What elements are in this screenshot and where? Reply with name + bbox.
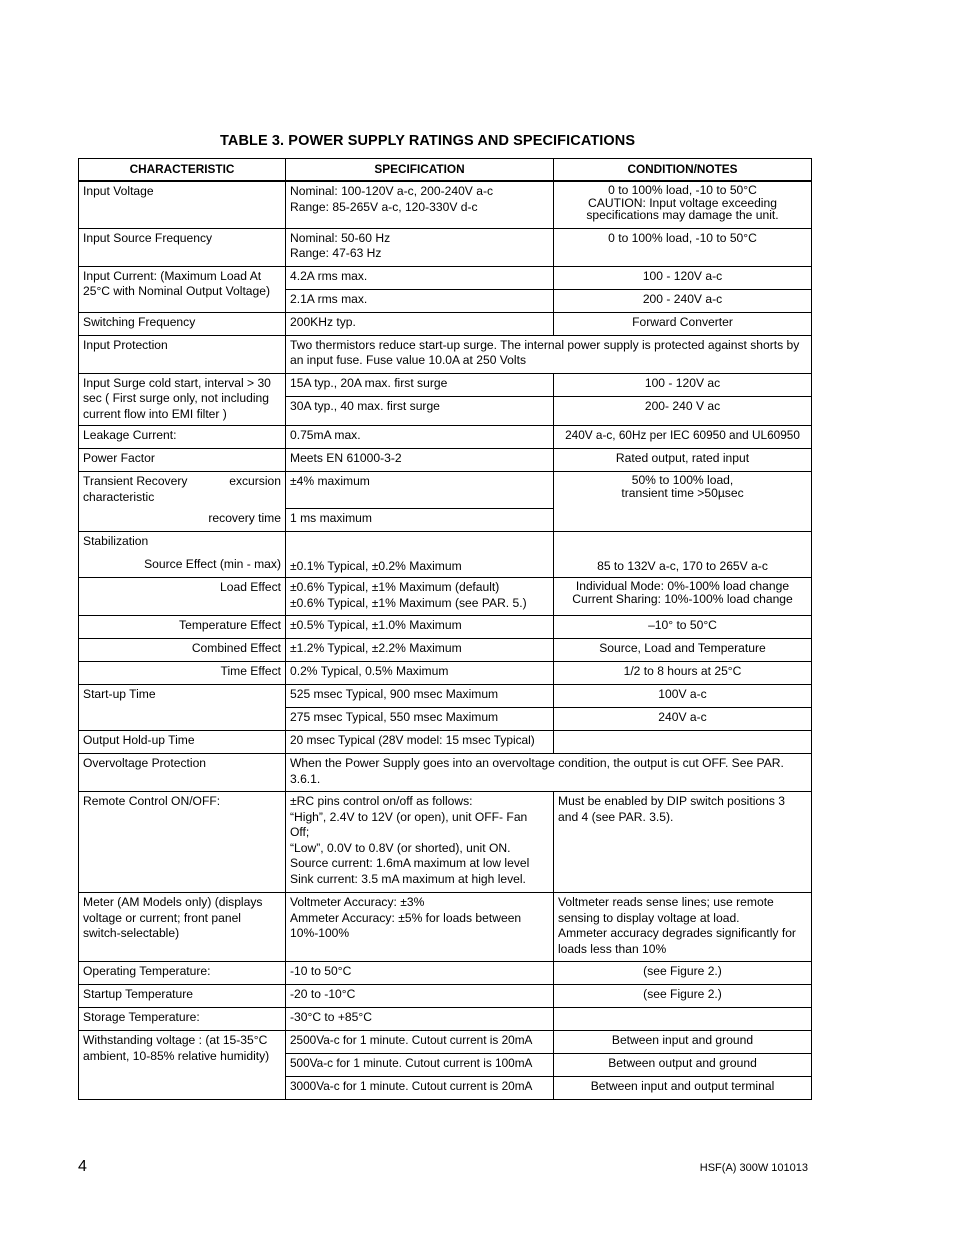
table-row [79, 754, 812, 792]
cell-specification: 3000Va-c for 1 minute. Cutout current is 20mA [286, 1077, 554, 1100]
cell-condition: 200- 240 V ac [554, 396, 812, 425]
table-row [79, 985, 812, 1008]
table-row [79, 792, 812, 893]
table-row [79, 228, 812, 266]
cell-specification: 0.2% Typical, 0.5% Maximum [286, 662, 554, 685]
stabilization-item-label: Temperature Effect [79, 616, 286, 639]
table-row [79, 449, 812, 472]
cell-characteristic: Start-up Time [79, 685, 286, 731]
stabilization-item-label: Combined Effect [79, 639, 286, 662]
cell-characteristic: Withstanding voltage : (at 15-35°C ambient, 10-85% relative humidity) [79, 1031, 286, 1100]
cell-condition: Voltmeter reads sense lines; use remote sensing to display voltage at load. Ammeter accuracy degrades significantly for loads less than 10% [554, 893, 812, 962]
table-row [79, 893, 812, 962]
table-row [79, 312, 812, 335]
cell-condition: 100V a-c [554, 685, 812, 708]
cell-characteristic [79, 472, 286, 532]
cell-specification: Nominal: 50-60 Hz Range: 47-63 Hz [286, 228, 554, 266]
cell-specification: 2.1A rms max. [286, 289, 554, 312]
cell-characteristic: Leakage Current: [79, 426, 286, 449]
table-row [79, 662, 812, 685]
cell-condition: 240V a-c, 60Hz per IEC 60950 and UL60950 [554, 426, 812, 449]
stabilization-item-label: Load Effect [79, 578, 286, 616]
cell-condition: 100 - 120V ac [554, 373, 812, 396]
stabilization-title: Stabilization [83, 534, 149, 548]
cell-specification: ±4% maximum [286, 472, 554, 509]
page-number: 4 [78, 1158, 87, 1175]
transient-label-line [83, 474, 281, 490]
table-row [79, 335, 812, 373]
cell-specification: ±1.2% Typical, ±2.2% Maximum [286, 639, 554, 662]
cell-condition: Source, Load and Temperature [554, 639, 812, 662]
cell-specification: ±0.5% Typical, ±1.0% Maximum [286, 616, 554, 639]
cell-specification: Nominal: 100-120V a-c, 200-240V a-c Range: 85-265V a-c, 120-330V d-c [286, 181, 554, 228]
transient-label-a: Transient Recovery [83, 474, 188, 488]
cell-condition: 100 - 120V a-c [554, 266, 812, 289]
cell-characteristic: Operating Temperature: [79, 962, 286, 985]
cell-specification: -10 to 50°C [286, 962, 554, 985]
cell-characteristic [79, 532, 286, 578]
cell-characteristic: Input Source Frequency [79, 228, 286, 266]
cell-condition: Forward Converter [554, 312, 812, 335]
cell-specification: 20 msec Typical (28V model: 15 msec Typical) [286, 731, 554, 754]
cell-condition: 85 to 132V a-c, 170 to 265V a-c [554, 532, 812, 578]
cell-condition: 1/2 to 8 hours at 25°C [554, 662, 812, 685]
cell-condition: Between input and ground [554, 1031, 812, 1054]
cell-condition: Must be enabled by DIP switch positions 3 and 4 (see PAR. 3.5). [554, 792, 812, 893]
stabilization-item-label: Time Effect [79, 662, 286, 685]
table-row [79, 532, 812, 578]
cell-characteristic: Output Hold-up Time [79, 731, 286, 754]
cell-specification: ±0.1% Typical, ±0.2% Maximum [286, 532, 554, 578]
table-row [79, 731, 812, 754]
cell-characteristic: Input Voltage [79, 181, 286, 228]
transient-label-b: excursion [229, 474, 281, 488]
table-title: TABLE 3. POWER SUPPLY RATINGS AND SPECIFICATIONS [220, 133, 636, 149]
cell-condition: Between input and output terminal [554, 1077, 812, 1100]
cell-specification: Meets EN 61000-3-2 [286, 449, 554, 472]
cell-condition: Rated output, rated input [554, 449, 812, 472]
cell-specification: 500Va-c for 1 minute. Cutout current is 100mA [286, 1054, 554, 1077]
table-row [79, 639, 812, 662]
cell-characteristic: Remote Control ON/OFF: [79, 792, 286, 893]
cell-specification: 0.75mA max. [286, 426, 554, 449]
table-row [79, 373, 812, 396]
table-row [79, 266, 812, 289]
table-row [79, 685, 812, 708]
cell-specification: When the Power Supply goes into an overvoltage condition, the output is cut OFF. See PAR. 3.6.1. [286, 754, 812, 792]
transient-label-c: characteristic [83, 489, 155, 504]
cell-characteristic: Storage Temperature: [79, 1008, 286, 1031]
specifications-table [78, 158, 812, 1100]
cell-characteristic: Meter (AM Models only) (displays voltage or current; front panel switch-selectable) [79, 893, 286, 962]
cell-specification: -30°C to +85°C [286, 1008, 554, 1031]
header-specification: SPECIFICATION [286, 159, 554, 182]
cell-characteristic: Input Surge cold start, interval > 30 sec ( First surge only, not including current flow into EMI filter ) [79, 373, 286, 426]
table-row [79, 578, 812, 616]
cell-specification: Voltmeter Accuracy: ±3% Ammeter Accuracy: ±5% for loads between 10%-100% [286, 893, 554, 962]
header-condition: CONDITION/NOTES [554, 159, 812, 182]
cell-condition: (see Figure 2.) [554, 985, 812, 1008]
cell-specification: 275 msec Typical, 550 msec Maximum [286, 708, 554, 731]
table-row [79, 1008, 812, 1031]
cell-specification: 200KHz typ. [286, 312, 554, 335]
cell-condition [554, 731, 812, 754]
cell-condition: 0 to 100% load, -10 to 50°C CAUTION: Input voltage exceeding specifications may damage the unit. [554, 181, 812, 228]
cell-specification: 2500Va-c for 1 minute. Cutout current is 20mA [286, 1031, 554, 1054]
cell-condition: 240V a-c [554, 708, 812, 731]
table-row [79, 1031, 812, 1054]
cell-characteristic: Switching Frequency [79, 312, 286, 335]
cell-specification: ±0.6% Typical, ±1% Maximum (default) ±0.6% Typical, ±1% Maximum (see PAR. 5.) [286, 578, 554, 616]
cell-condition: (see Figure 2.) [554, 962, 812, 985]
table-header-row [79, 159, 812, 182]
cell-characteristic: Power Factor [79, 449, 286, 472]
table-row [79, 426, 812, 449]
cell-specification: -20 to -10°C [286, 985, 554, 1008]
transient-label-d: recovery time [208, 511, 281, 525]
cell-condition: Individual Mode: 0%-100% load change Current Sharing: 10%-100% load change [554, 578, 812, 616]
cell-specification: ±RC pins control on/off as follows: “High”, 2.4V to 12V (or open), unit OFF- Fan Off; “Low”, 0.0V to 0.8V (or shorted), unit ON. Source current: 1.6mA maximum at low level Sink current: 3.5 mA maximum at high level. [286, 792, 554, 893]
cell-specification: 30A typ., 40 max. first surge [286, 396, 554, 425]
cell-condition: 50% to 100% load, transient time >50µsec [554, 472, 812, 532]
stabilization-item-label: Source Effect (min - max) [144, 556, 281, 571]
cell-specification: 15A typ., 20A max. first surge [286, 373, 554, 396]
cell-characteristic: Input Protection [79, 335, 286, 373]
table-row [79, 181, 812, 228]
cell-condition: Between output and ground [554, 1054, 812, 1077]
table-row [79, 472, 812, 509]
cell-specification: 525 msec Typical, 900 msec Maximum [286, 685, 554, 708]
header-characteristic: CHARACTERISTIC [79, 159, 286, 182]
cell-characteristic: Overvoltage Protection [79, 754, 286, 792]
table-row [79, 962, 812, 985]
cell-condition: –10° to 50°C [554, 616, 812, 639]
cell-condition: 0 to 100% load, -10 to 50°C [554, 228, 812, 266]
table-row [79, 616, 812, 639]
cell-condition: 200 - 240V a-c [554, 289, 812, 312]
cell-condition [554, 1008, 812, 1031]
cell-specification: Two thermistors reduce start-up surge. The internal power supply is protected against shorts by an input fuse. Fuse value 10.0A at 250 Volts [286, 335, 812, 373]
cell-specification: 4.2A rms max. [286, 266, 554, 289]
cell-specification: 1 ms maximum [286, 509, 554, 532]
cell-characteristic: Input Current: (Maximum Load At 25°C with Nominal Output Voltage) [79, 266, 286, 312]
cell-characteristic: Startup Temperature [79, 985, 286, 1008]
document-id: HSF(A) 300W 101013 [699, 1162, 808, 1174]
